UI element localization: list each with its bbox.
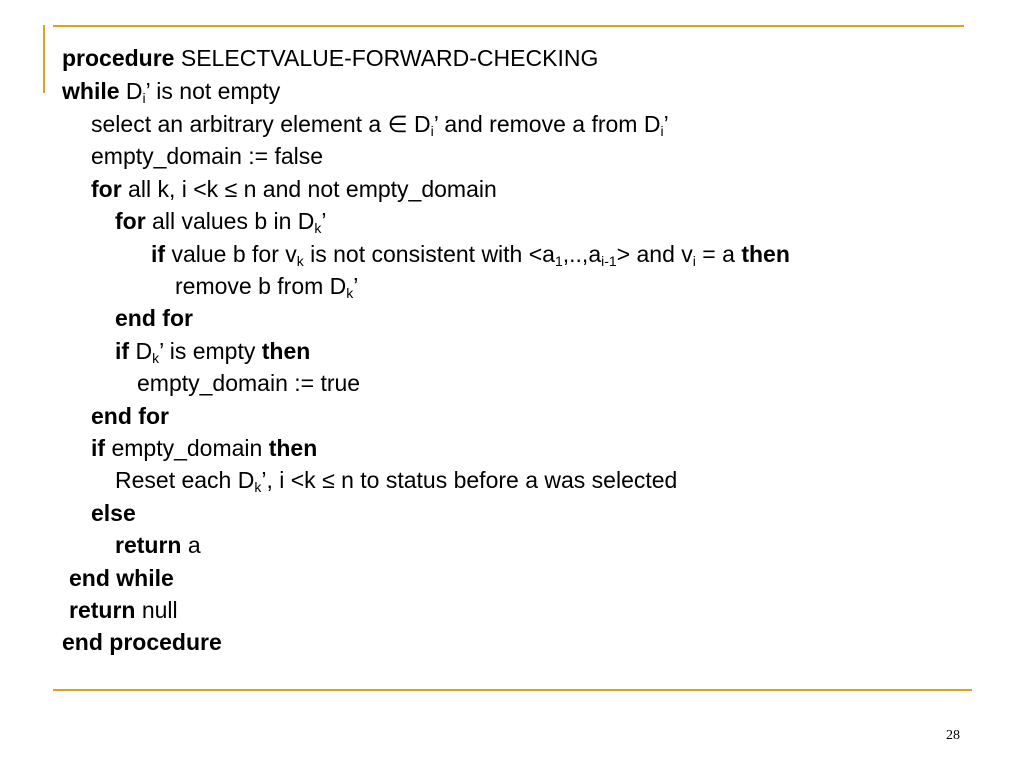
- code-line: for all values b in $D_k$’: [115, 208, 327, 236]
- code-line: remove b from $D_k$’: [175, 273, 359, 301]
- code-line: return null: [69, 597, 178, 623]
- code-line: while $D_i$’ is not empty: [62, 78, 281, 106]
- code-line: return a: [115, 532, 201, 558]
- code-line: if empty_domain then: [91, 435, 318, 461]
- code-line: if $D_k$’ is empty then: [115, 338, 311, 366]
- bottom-rule: [53, 689, 972, 691]
- code-line: end procedure: [62, 629, 222, 655]
- code-line: for all k, i <k ≤ n and not empty_domain: [91, 176, 497, 202]
- code-line: empty_domain := true: [137, 370, 361, 396]
- code-line: if value b for $v_k$ is not consistent with $<a_1,..,a_{i-1}>$ and $v_i = a$ then: [151, 241, 790, 269]
- code-line: end while: [69, 565, 174, 591]
- code-line: empty_domain := false: [91, 143, 324, 169]
- code-line: select an arbitrary element a ∈ $D_i$’ and remove a from $D_i$’: [91, 111, 669, 139]
- code-line: Reset each $D_k$’, i <k ≤ n to status before a was selected: [115, 467, 678, 495]
- code-line: else: [91, 500, 136, 526]
- code-line: end for: [115, 305, 193, 331]
- page-number: 28: [946, 728, 960, 743]
- code-line: end for: [91, 403, 169, 429]
- code-line: procedure SELECTVALUE-FORWARD-CHECKING: [62, 45, 599, 71]
